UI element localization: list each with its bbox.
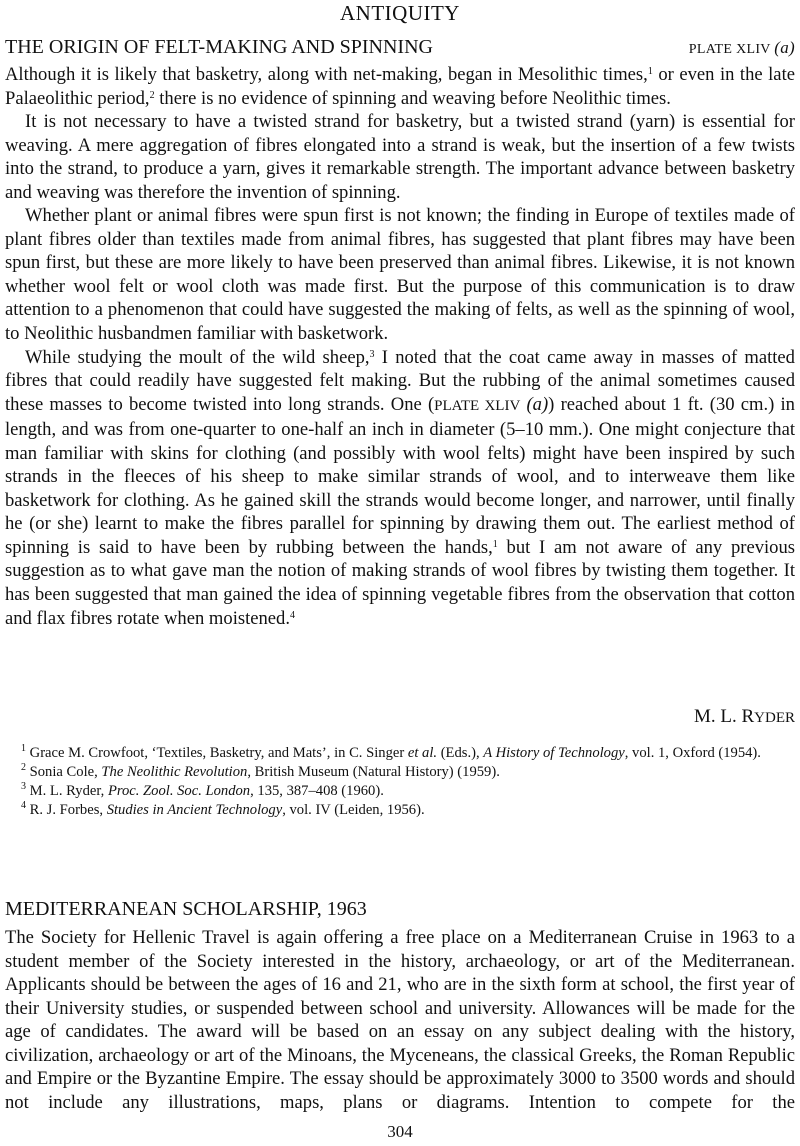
footnote-marker: 4 bbox=[21, 800, 26, 811]
paragraph bbox=[5, 926, 795, 1114]
footnote-marker: 1 bbox=[492, 538, 498, 550]
footnotes bbox=[5, 744, 795, 820]
text-run: Although it is likely that basketry, along with net-making, began in Mesolithic times, bbox=[5, 64, 648, 85]
text-run: there is no evidence of spinning and weaving before Neolithic times. bbox=[154, 87, 671, 109]
text-run: Studies in Ancient Technology bbox=[106, 802, 283, 818]
text-run: PLATE XLIV bbox=[434, 397, 521, 414]
article-title: MEDITERRANEAN SCHOLARSHIP, 1963 bbox=[5, 898, 367, 920]
article-body bbox=[5, 63, 795, 630]
text-run: Proc. Zool. Soc. London bbox=[107, 783, 251, 799]
footnote bbox=[5, 801, 795, 820]
paragraph bbox=[5, 204, 795, 345]
footnote-marker: 2 bbox=[149, 89, 155, 101]
author-initials: M. L. R bbox=[693, 706, 755, 727]
author-rest: YDER bbox=[754, 710, 795, 726]
text-run: et al. bbox=[407, 745, 438, 761]
plate-label: PLATE XLIV bbox=[688, 42, 771, 57]
text-run: ) reached about 1 ft. (30 cm.) in length, and was from one-quarter to one-half an inch in diameter (5–10 mm.). One might conjecture that man familiar with skins for clothing (and possibly with wool felts) might have been inspired by such strands in the fleeces of his sheep to make similar strands of wool, and to interweave them like basketwork for clothing. As he gained skill the strands would become longer, and narrower, until finally he (or she) learnt to make the fibres parallel for spinning by drawing them out. The earliest method of spinning is said to have been by rubbing between the hands, bbox=[5, 393, 795, 558]
text-run: While studying the moult of the wild sheep, bbox=[25, 346, 370, 368]
plate-letter: (a) bbox=[774, 38, 795, 57]
text-run: R. J. Forbes, bbox=[26, 802, 107, 818]
article-heading bbox=[5, 34, 795, 63]
article-heading bbox=[5, 896, 795, 922]
text-run: or even in the late Palaeolithic period, bbox=[5, 64, 795, 109]
text-run: I noted that the coat came away in masses of matted fibres that could readily have suggested felt making. But the rubbing of the animal sometimes caused these masses to become twisted into long strands. One ( bbox=[5, 346, 795, 415]
text-run: , vol. 1, Oxford (1954). bbox=[624, 745, 761, 761]
footnote bbox=[5, 744, 795, 763]
text-run: , British Museum (Natural History) (1959). bbox=[247, 764, 500, 780]
footnote-marker: 2 bbox=[21, 762, 26, 773]
article-body bbox=[5, 926, 795, 1114]
page-number: 304 bbox=[387, 1122, 413, 1141]
text-run: , 135, 387–408 (1960). bbox=[250, 783, 384, 799]
text-run: (a) bbox=[526, 393, 549, 415]
footnote-marker: 1 bbox=[647, 66, 653, 77]
footnote-marker: 1 bbox=[21, 743, 26, 754]
article-title: THE ORIGIN OF FELT-MAKING AND SPINNING bbox=[5, 36, 433, 58]
plate-reference bbox=[689, 35, 795, 63]
paragraph bbox=[5, 110, 795, 204]
text-run: A History of Technology bbox=[483, 745, 625, 761]
paragraph bbox=[5, 346, 795, 631]
text-run: (Eds.), bbox=[437, 745, 484, 761]
text-run: Whether plant or animal fibres were spun first is not known; the finding in Europe of textiles made of plant fibres older than textiles made from animal fibres, has suggested that plant fibres may have been spun first, but these are more likely to have been preserved than animal fibres. Likewise, it is not known whether wool felt or wool cloth was made first. But the purpose of this communication is to draw attention to a phenomenon that could have suggested the making of felts, as well as the spinning of wool, to Neolithic husbandmen familiar with basketwork. bbox=[5, 205, 795, 345]
text-run: M. L. Ryder, bbox=[26, 783, 108, 799]
text-run: , vol. IV (Leiden, 1956). bbox=[282, 802, 425, 818]
footnote-marker: 3 bbox=[369, 348, 375, 360]
text-run: Sonia Cole, bbox=[26, 764, 102, 780]
footnote-marker: 3 bbox=[21, 781, 26, 792]
text-run: The Neolithic Revolution bbox=[101, 764, 248, 780]
text-run: It is not necessary to have a twisted strand for basketry, but a twisted strand (yarn) is essential for weaving. A mere aggregation of fibres elongated into a strand is weak, but the insertion of a few twists into the strand, to produce a yarn, gives it remarkable strength. The important advance between basketry and weaving was therefore the invention of spinning. bbox=[5, 111, 795, 203]
text-run: but I am not aware of any previous suggestion as to what gave man the notion of making strands of wool fibres by twisting them together. It has been suggested that man gained the idea of spinning vegetable fibres from the observation that cotton and flax fibres rotate when moistened. bbox=[5, 536, 795, 629]
author-signature bbox=[5, 705, 795, 730]
footnote bbox=[5, 763, 795, 782]
text-run: Grace M. Crowfoot, ‘Textiles, Basketry, and Mats’, in C. Singer bbox=[26, 745, 408, 761]
text-run: The Society for Hellenic Travel is again offering a free place on a Mediterranean Cruise in 1963 to a student member of the Society interested in the history, archaeology, or art of the Mediterranean. Applicants should be between the ages of 16 and 21, who are in the sixth form at school, the first year of their University studies, or suspended between school and university. Allowances will be made for the age of candidates. The award will be based on an essay on any subject dealing with the history, civilization, archaeology or art of the Minoans, the Myceneans, the classical Greeks, the Roman Republic and Empire or the Byzantine Empire. The essay should be approximately 3000 to 3500 words and should not include any illustrations, maps, plans or diagrams. Intention to compete for the bbox=[5, 927, 795, 1113]
footnote bbox=[5, 782, 795, 801]
paragraph bbox=[5, 63, 795, 110]
footnote-marker: 4 bbox=[290, 609, 296, 621]
running-head: ANTIQUITY bbox=[340, 1, 460, 25]
